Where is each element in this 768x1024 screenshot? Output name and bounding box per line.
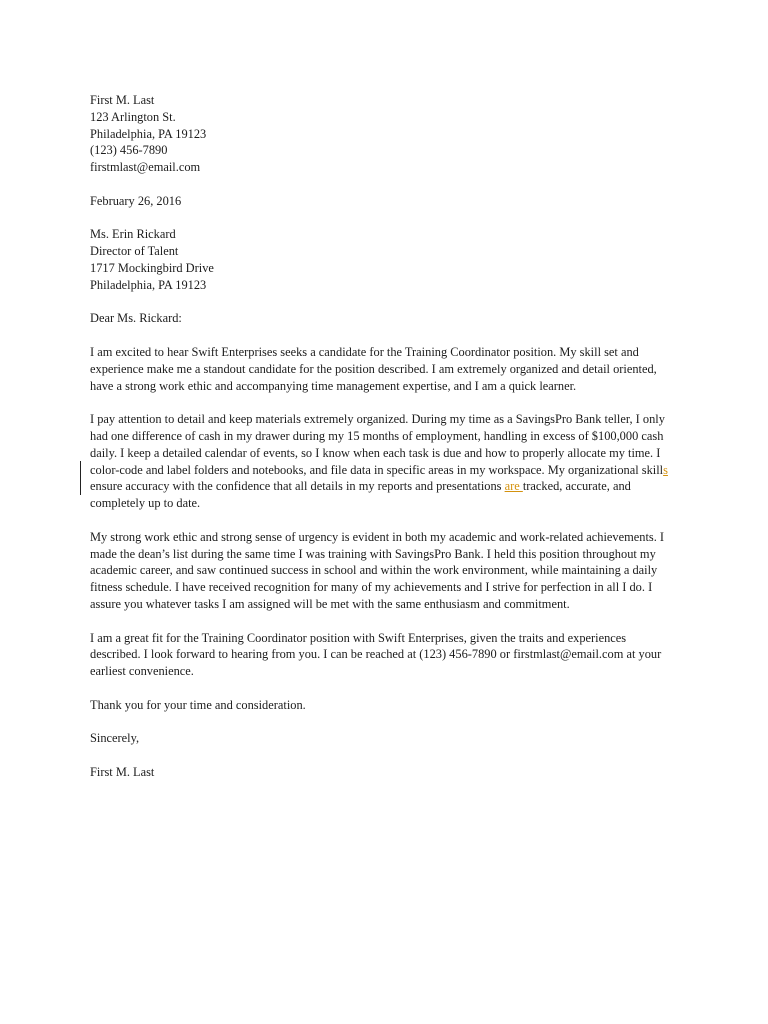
- salutation: [90, 310, 682, 327]
- recipient-title: Director of Talent: [90, 244, 179, 259]
- sender-street: 123 Arlington St.: [90, 109, 176, 124]
- signature-name: First M. Last: [90, 764, 155, 779]
- paragraph-2: [90, 411, 682, 512]
- paragraph-5: [90, 697, 682, 714]
- paragraph-line: fitness schedule. I have received recognition for many of my achievements and I strive for perfection in all I do. I: [90, 580, 653, 595]
- signature: [90, 764, 682, 781]
- paragraph-text: tracked, accurate, and: [522, 479, 631, 494]
- paragraph-4: [90, 630, 682, 680]
- paragraph-line: [90, 462, 682, 479]
- date-text: February 26, 2016: [90, 193, 182, 208]
- closing: [90, 730, 682, 747]
- paragraph-line: have a strong work ethic and accompanying time management expertise, and I am a quick learner.: [90, 378, 577, 393]
- paragraph-text: color-code and label folders and notebooks, and file data in specific areas in my workspace. My organizational skill: [90, 462, 664, 477]
- paragraph-text: ensure accuracy with the confidence that all details in my reports and presentations: [90, 479, 505, 494]
- letter-date: [90, 193, 682, 210]
- paragraph-3: [90, 529, 682, 613]
- paragraph-line: earliest convenience.: [90, 664, 194, 679]
- paragraph-line: completely up to date.: [90, 496, 201, 511]
- recipient-name: Ms. Erin Rickard: [90, 227, 176, 242]
- paragraph-line: described. I look forward to hearing from you. I can be reached at (123) 456-7890 or firstmlast@email.com at your: [90, 647, 662, 662]
- sender-email: firstmlast@email.com: [90, 160, 201, 175]
- cover-letter: [90, 92, 682, 797]
- paragraph-line: experience make me a standout candidate for the position described. I am extremely organized and detail oriented,: [90, 361, 657, 376]
- paragraph-line: My strong work ethic and strong sense of urgency is evident in both my academic and work-related achievements. I: [90, 529, 665, 544]
- paragraph-line: I am excited to hear Swift Enterprises seeks a candidate for the Training Coordinator position. My skill set and: [90, 344, 639, 359]
- sender-address: [90, 92, 682, 176]
- paragraph-line: I am a great fit for the Training Coordinator position with Swift Enterprises, given the traits and experiences: [90, 630, 627, 645]
- sender-city: Philadelphia, PA 19123: [90, 126, 207, 141]
- paragraph-line: daily. I keep a detailed calendar of events, so I know when each task is due and how to properly allocate my time. I: [90, 445, 661, 460]
- sender-phone: (123) 456-7890: [90, 143, 168, 158]
- paragraph-line: academic career, and saw continued success in school and within the work environment, while maintaining a daily: [90, 563, 658, 578]
- paragraph-line: I pay attention to detail and keep materials extremely organized. During my time as a SavingsPro Bank teller, I only: [90, 412, 665, 427]
- closing-text: Sincerely,: [90, 731, 140, 746]
- revision-change-bar: [80, 461, 81, 495]
- paragraph-line: Thank you for your time and consideration.: [90, 697, 306, 712]
- recipient-street: 1717 Mockingbird Drive: [90, 260, 214, 275]
- tracked-insertion[interactable]: s: [663, 462, 668, 477]
- salutation-text: Dear Ms. Rickard:: [90, 311, 182, 326]
- recipient-address: [90, 226, 682, 293]
- tracked-insertion[interactable]: are: [504, 479, 523, 494]
- paragraph-line: [90, 478, 682, 495]
- paragraph-line: made the dean’s list during the same time I was training with SavingsPro Bank. I held this position throughout my: [90, 546, 656, 561]
- sender-name: First M. Last: [90, 93, 155, 107]
- recipient-city: Philadelphia, PA 19123: [90, 277, 207, 292]
- paragraph-1: [90, 344, 682, 394]
- paragraph-line: assure you whatever tasks I am assigned will be met with the same enthusiasm and commitment.: [90, 596, 570, 611]
- paragraph-line: had one difference of cash in my drawer during my 15 months of employment, handling in excess of $100,000 cash: [90, 428, 664, 443]
